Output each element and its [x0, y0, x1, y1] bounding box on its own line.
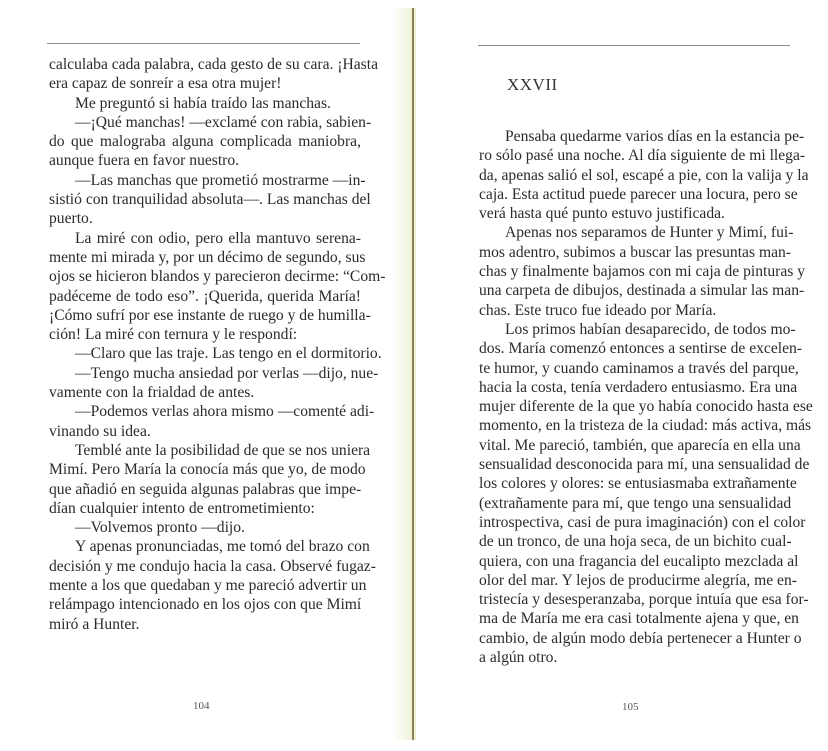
right-page [416, 0, 828, 751]
text-line: una carpeta de dibujos, destinada a simular las man- [479, 282, 805, 300]
text-line: —Volvemos pronto —dijo. [75, 519, 245, 537]
text-line: —¡Qué manchas! —exclamé con rabia, sabien- [75, 113, 372, 131]
text-line: Pensaba quedarme varios días en la estancia pe- [505, 128, 805, 145]
text-line: calculaba cada palabra, cada gesto de su cara. ¡Hasta [49, 56, 379, 73]
text-line: vamente con la frialdad de antes. [49, 384, 255, 402]
text-line: Temblé ante la posibilidad de que se nos uniera [75, 441, 371, 459]
text-line: quiera, con una fragancia del eucalipto mezclada al [479, 552, 799, 570]
text-line: ojos se hicieron blandos y parecieron decirme: “Com- [49, 268, 386, 286]
text-line: olor del mar. Y lejos de producirme alegría, me en- [479, 571, 797, 589]
text-line: cambio, de algún modo debía pertenecer a Hunter o [479, 629, 802, 647]
text-line: era capaz de sonreír a esa otra mujer! [49, 75, 282, 93]
text-line: Los primos habían desaparecido, de todos mo- [505, 320, 796, 338]
text-line: Y apenas pronunciadas, me tomó del brazo con [75, 538, 370, 556]
right-page-body [479, 127, 813, 667]
header-rule [47, 43, 360, 44]
text-line: chas y finalmente bajamos con mi caja de pinturas y [479, 263, 806, 281]
text-line: ¡Cómo sufrí por ese instante de ruego y de humilla- [49, 306, 371, 324]
header-rule [478, 45, 790, 46]
text-line: ción! La miré con ternura y le respondí: [49, 326, 298, 344]
text-line: verá hasta qué punto estuvo justificada. [479, 205, 725, 223]
text-line: La miré con odio, pero ella mantuvo serena- [75, 229, 361, 247]
text-line: relámpago intencionado en los ojos con que Mimí [49, 596, 362, 614]
text-line: a algún otro. [479, 649, 558, 667]
page-number: 105 [622, 701, 639, 713]
text-line: introspectiva, casi de pura imaginación) con el color [479, 513, 806, 531]
text-line: —Podemos verlas ahora mismo —comenté adi- [75, 403, 375, 421]
text-line: te humor, y cuando caminamos a través del parque, [479, 359, 799, 377]
text-line: sistió con tranquilidad absoluta—. Las manchas del [49, 191, 371, 209]
text-line: mujer diferente de la que yo había conocido hasta ese [479, 398, 813, 416]
text-line: dían cualquier intento de entrometimiento: [49, 499, 315, 517]
text-line: hacia la costa, tenía verdadero entusiasmo. Era una [479, 378, 798, 396]
text-line: mos adentro, subimos a buscar las presuntas man- [479, 243, 791, 261]
text-line: vinando su idea. [49, 422, 151, 440]
text-line: dos. María comenzó entonces a sentirse de excelen- [479, 340, 802, 358]
text-line: —Claro que las traje. Las tengo en el dormitorio. [75, 345, 382, 363]
left-page [0, 0, 400, 751]
text-line: decisión y me condujo hacia la casa. Observé fugaz- [49, 557, 376, 575]
text-line: vital. Me pareció, también, que aparecía en ella una [479, 436, 801, 454]
text-line: da, apenas salió el sol, escapé a pie, con la valija y la [479, 166, 809, 184]
text-line: —Tengo mucha ansiedad por verlas —dijo, nue- [75, 364, 379, 382]
text-line: do que malograba alguna complicada maniobra, [49, 133, 361, 151]
text-line: caja. Esta actitud puede parecer una locura, pero se [479, 185, 798, 203]
text-line: mente mi mirada y, por un décimo de segundo, sus [49, 248, 366, 266]
text-line: los colores y olores: se entusiasmaba extrañamente [479, 475, 797, 493]
text-line: momento, en la tristeza de la ciudad: más activa, más [479, 417, 812, 435]
chapter-heading: XXVII [507, 75, 558, 94]
text-line: mente a los que quedaban y me pareció advertir un [49, 577, 367, 595]
text-line: ro sólo pasé una noche. Al día siguiente de mi llega- [479, 147, 806, 165]
book-spine [412, 8, 414, 740]
text-line: ma de María me era casi totalmente ajena y que, en [479, 610, 799, 628]
text-line: tristecía y desesperanzaba, porque intuía que esa for- [479, 591, 809, 609]
text-line: —Las manchas que prometió mostrarme —in- [75, 171, 366, 189]
text-line: aunque fuera en favor nuestro. [49, 152, 240, 170]
text-line: Apenas nos separamos de Hunter y Mimí, fui- [505, 224, 794, 242]
text-line: que añadió en seguida algunas palabras que impe- [49, 480, 362, 498]
text-line: Mimí. Pero María la conocía más que yo, de modo [49, 461, 366, 479]
left-page-body [49, 55, 386, 634]
text-line: miró a Hunter. [49, 615, 140, 633]
text-line: sensualidad desconocida para mí, una sensualidad de [479, 456, 810, 474]
text-line: Me preguntó si había traído las manchas. [75, 94, 331, 112]
text-line: padéceme de todo eso”. ¡Querida, querida María! [49, 287, 361, 305]
page-number: 104 [193, 700, 210, 712]
text-line: chas. Este truco fue ideado por María. [479, 301, 717, 319]
text-line: (extrañamente para mí, que tengo una sensualidad [479, 494, 792, 512]
text-line: de un tronco, de una hoja seca, de un bichito cual- [479, 533, 792, 551]
text-line: puerto. [49, 210, 93, 228]
